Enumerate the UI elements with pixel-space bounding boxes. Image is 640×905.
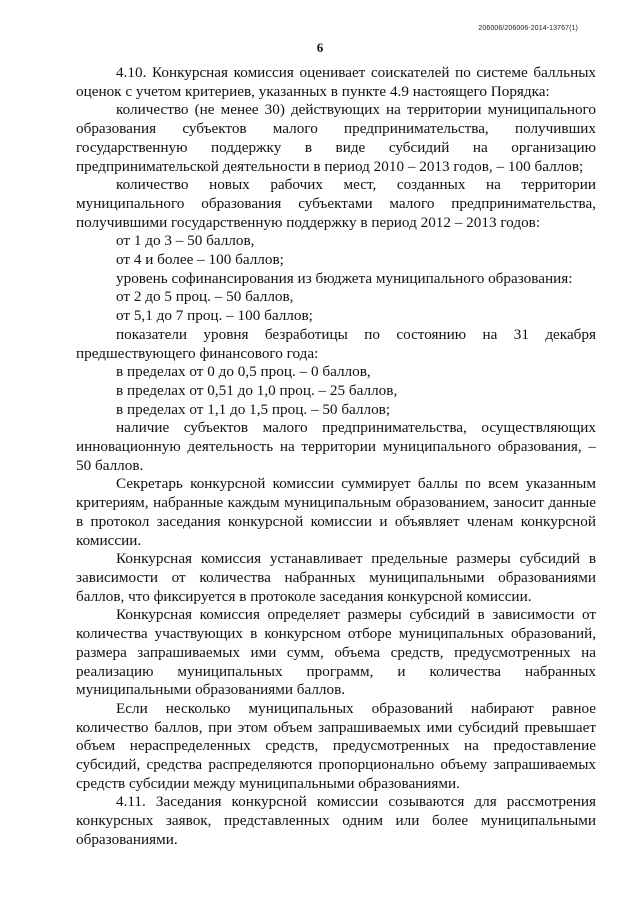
score-item: в пределах от 1,1 до 1,5 проц. – 50 баллов;	[116, 400, 391, 418]
criterion-smb-count: количество (не менее 30) действующих на территории муниципального образования субъектов малого предпринимательства, получивших государственную поддержку в виде субсидий на организацию предпринимательской деятельности в период 2010 – 2013 годов, – 100 баллов;	[76, 101, 596, 175]
paragraph-4-10: 4.10. Конкурсная комиссия оценивает соискателей по системе балльных оценок с учетом критериев, указанных в пункте 4.9 настоящего Порядка:	[76, 64, 596, 100]
paragraph-secretary: Секретарь конкурсной комиссии суммирует баллы по всем указанным критериям, набранные каждым муниципальным образованием, заносит данные в протокол заседания конкурсной комиссии и объявляет членам конкурсной комиссии.	[76, 475, 596, 549]
score-item: от 4 и более – 100 баллов;	[116, 251, 284, 269]
score-item: от 5,1 до 7 проц. – 100 баллов;	[116, 307, 313, 325]
criterion-cofinancing: уровень софинансирования из бюджета муниципального образования:	[116, 269, 573, 287]
score-item: в пределах от 0 до 0,5 проц. – 0 баллов,	[116, 363, 371, 381]
criterion-innovation: наличие субъектов малого предпринимательства, осуществляющих инновационную деятельность на территории муниципального образования, – 50 баллов.	[76, 419, 596, 474]
document-id: 206006/206006-2014-13767(1)	[478, 25, 578, 32]
score-item: от 1 до 3 – 50 баллов,	[116, 232, 255, 250]
paragraph-limits: Конкурсная комиссия устанавливает предельные размеры субсидий в зависимости от количества набранных муниципальными образованиями баллов, что фиксируется в протоколе заседания конкурсной комиссии.	[76, 550, 596, 605]
paragraph-amounts: Конкурсная комиссия определяет размеры субсидий в зависимости от количества участвующих в конкурсном отборе муниципальных образований, размера запрашиваемых ими сумм, объема средств, предусмотренных на реализацию муниципальных программ, и количества набранных муниципальными образованиями баллов.	[76, 606, 596, 699]
score-item: от 2 до 5 проц. – 50 баллов,	[116, 288, 294, 306]
score-item: в пределах от 0,51 до 1,0 проц. – 25 баллов,	[116, 381, 398, 399]
criterion-new-jobs: количество новых рабочих мест, созданных на территории муниципального образования субъектами малого предпринимательства, получившими государственную поддержку в период 2012 – 2013 годов:	[76, 176, 596, 231]
document-body	[76, 64, 596, 850]
page-number: 6	[316, 40, 324, 55]
paragraph-equal-scores: Если несколько муниципальных образований набирают равное количество баллов, при этом объем запрашиваемых ими субсидий превышает объем нераспределенных средств, предусмотренных на предоставление субсидий, средства распределяются пропорционально объему запрашиваемых средств субсидии между муниципальными образованиями.	[76, 699, 596, 792]
paragraph-4-11: 4.11. Заседания конкурсной комиссии созываются для рассмотрения конкурсных заявок, представленных одним или более муниципальными образованиями.	[76, 793, 596, 848]
criterion-unemployment: показатели уровня безработицы по состоянию на 31 декабря предшествующего финансового года:	[76, 325, 596, 362]
